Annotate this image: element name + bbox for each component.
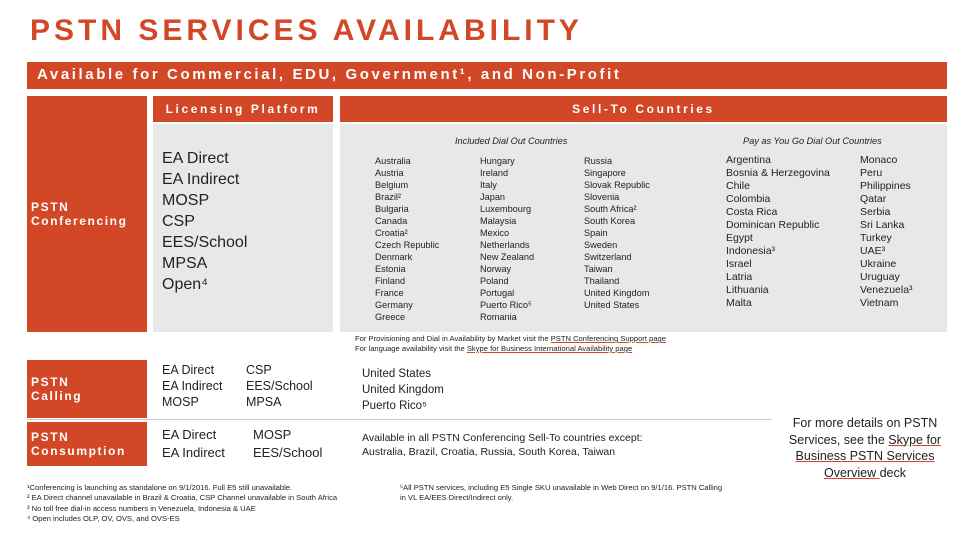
licensing-item: EA Direct — [162, 427, 217, 442]
country: Czech Republic — [375, 240, 440, 250]
footnote: ³ No toll free dial-in access numbers in Venezuela, Indonesia & UAE — [27, 503, 256, 513]
calling-countries — [362, 366, 444, 414]
footnote-right — [400, 483, 722, 504]
country: Latria — [726, 271, 753, 283]
payg-countries-col1 — [726, 154, 830, 310]
international-availability-link[interactable]: Skype for Business International Availability page — [466, 344, 633, 353]
licensing-platform-header: Licensing Platform — [153, 96, 333, 122]
country: Russia — [584, 156, 613, 166]
country: Uruguay — [860, 271, 900, 283]
footnote: ¹Conferencing is launching as standalone on 9/1/2016. Full E5 still unavailable. — [27, 483, 293, 492]
row-label-line: PSTN — [31, 430, 70, 444]
calling-licensing-col2 — [246, 362, 313, 410]
payg-countries-col2 — [860, 154, 913, 310]
country: Belgium — [375, 180, 409, 190]
country: Italy — [480, 180, 497, 190]
country: Serbia — [860, 206, 891, 218]
country: Bulgaria — [375, 204, 409, 214]
more-details-text: For more details on PSTN Services, see the — [788, 416, 938, 447]
licensing-item: MOSP — [253, 427, 292, 442]
country: Slovenia — [584, 192, 620, 202]
country: Australia — [375, 156, 411, 166]
country: Denmark — [375, 252, 413, 262]
licensing-item: Open⁴ — [162, 276, 209, 293]
country: United Kingdom — [584, 288, 650, 298]
licensing-item: MOSP — [162, 395, 199, 409]
country: Romania — [480, 312, 517, 322]
licensing-item: MOSP — [162, 192, 210, 209]
consumption-note: Available in all PSTN Conferencing Sell-To countries except: — [362, 432, 643, 444]
included-countries-col3 — [584, 155, 650, 311]
licensing-item: MPSA — [246, 395, 282, 409]
country: Argentina — [726, 154, 771, 166]
country: Luxembourg — [480, 204, 532, 214]
licensing-item: EA Indirect — [162, 171, 240, 188]
country: Qatar — [860, 193, 887, 205]
licensing-item: CSP — [162, 213, 195, 230]
row-label-conferencing — [27, 96, 147, 332]
licensing-item: EES/School — [162, 234, 248, 251]
country: Chile — [726, 180, 750, 192]
country: Venezuela³ — [860, 284, 913, 296]
country: Egypt — [726, 232, 753, 244]
sell-to-countries-header: Sell-To Countries — [340, 96, 947, 122]
country: Colombia — [726, 193, 771, 205]
row-label-line: PSTN — [31, 375, 70, 389]
country: Poland — [480, 276, 509, 286]
footnotes-left — [27, 483, 337, 525]
country: Malaysia — [480, 216, 517, 226]
licensing-item: EA Direct — [162, 363, 215, 377]
licensing-item: EES/School — [246, 379, 313, 393]
country: Israel — [726, 258, 752, 270]
country: Puerto Rico⁵ — [480, 300, 532, 310]
country: Malta — [726, 297, 752, 309]
country: Thailand — [584, 276, 620, 286]
country: Singapore — [584, 168, 626, 178]
footnote: in VL EA/EES Direct/Indirect only. — [400, 493, 514, 503]
country: Philippines — [860, 180, 911, 192]
country: Dominican Republic — [726, 219, 820, 231]
row-label-line: Consumption — [31, 444, 126, 458]
country: United Kingdom — [362, 384, 444, 396]
country: Sweden — [584, 240, 618, 250]
country: Monaco — [860, 154, 898, 166]
country: Germany — [375, 300, 413, 310]
country: Mexico — [480, 228, 510, 238]
country: Japan — [480, 192, 506, 202]
footnote: ⁵All PSTN services, including E5 Single SKU unavailable in Web Direct on 9/1/16. PSTN Calling — [400, 483, 723, 492]
country: Indonesia³ — [726, 245, 776, 257]
provisioning-text: For Provisioning and Dial in Availability by Market visit the — [355, 334, 551, 343]
country: Costa Rica — [726, 206, 778, 218]
country: Norway — [480, 264, 512, 274]
country: Puerto Rico⁵ — [362, 400, 427, 412]
country: Spain — [584, 228, 608, 238]
included-countries-col1 — [375, 155, 439, 323]
more-details-callout — [786, 415, 944, 481]
consumption-licensing-col2 — [253, 426, 322, 462]
country: Netherlands — [480, 240, 530, 250]
row-label-consumption — [27, 422, 147, 466]
more-details-suffix: deck — [879, 465, 906, 480]
country: New Zealand — [480, 252, 535, 262]
row-label-calling — [27, 360, 147, 418]
country: Slovak Republic — [584, 180, 650, 190]
country: Croatia² — [375, 228, 408, 238]
country: Bosnia & Herzegovina — [726, 167, 830, 179]
calling-licensing-col1 — [162, 362, 222, 410]
country: Brazil² — [375, 192, 402, 202]
licensing-item: MPSA — [162, 255, 208, 272]
country: Portugal — [480, 288, 515, 298]
country: Taiwan — [584, 264, 613, 274]
country: Hungary — [480, 156, 515, 166]
country: France — [375, 288, 404, 298]
language-text: For language availability visit the — [355, 344, 467, 353]
consumption-exceptions: Australia, Brazil, Croatia, Russia, South Korea, Taiwan — [362, 446, 616, 458]
row-label-line: PSTN — [31, 200, 70, 214]
conferencing-licensing-list — [162, 148, 247, 295]
pstn-services-overview-link[interactable]: Skype for Business PSTN Services Overview — [795, 432, 942, 480]
included-subheader: Included Dial Out Countries — [455, 136, 568, 146]
country: UAE³ — [860, 245, 886, 257]
country: Estonia — [375, 264, 406, 274]
country: Vietnam — [860, 297, 899, 309]
row-label-line: Calling — [31, 389, 83, 403]
licensing-item: EA Indirect — [162, 379, 223, 393]
audience-banner: Available for Commercial, EDU, Government¹, and Non-Profit — [27, 62, 947, 89]
licensing-item: EA Direct — [162, 150, 229, 167]
country: Switzerland — [584, 252, 632, 262]
country: United States — [362, 368, 432, 380]
country: Sri Lanka — [860, 219, 905, 231]
country: Lithuania — [726, 284, 769, 296]
country: Peru — [860, 167, 883, 179]
country: Canada — [375, 216, 408, 226]
footnote: ⁴ Open includes OLP, OV, OVS, and OVS-ES — [27, 514, 180, 524]
row-label-line: Conferencing — [31, 214, 128, 228]
licensing-item: EA Indirect — [162, 445, 225, 460]
country: Turkey — [860, 232, 892, 244]
country: Ukraine — [860, 258, 897, 270]
country: Ireland — [480, 168, 509, 178]
country: Austria — [375, 168, 404, 178]
row-divider — [27, 419, 772, 420]
licensing-item: EES/School — [253, 445, 323, 460]
included-countries-col2 — [480, 155, 534, 323]
provisioning-notes — [355, 334, 666, 354]
country: Greece — [375, 312, 406, 322]
consumption-availability — [362, 431, 643, 459]
consumption-licensing-col1 — [162, 426, 225, 462]
payg-subheader: Pay as You Go Dial Out Countries — [743, 136, 882, 146]
licensing-item: CSP — [246, 363, 272, 377]
pstn-conferencing-support-link[interactable]: PSTN Conferencing Support page — [550, 334, 666, 343]
country: Finland — [375, 276, 406, 286]
country: South Africa² — [584, 204, 637, 214]
footnote: ² EA Direct channel unavailable in Brazil & Croatia, CSP Channel unavailable in South Africa — [27, 493, 338, 503]
country: United States — [584, 300, 640, 310]
page-title: PSTN SERVICES AVAILABILITY — [30, 14, 583, 47]
country: South Korea — [584, 216, 636, 226]
